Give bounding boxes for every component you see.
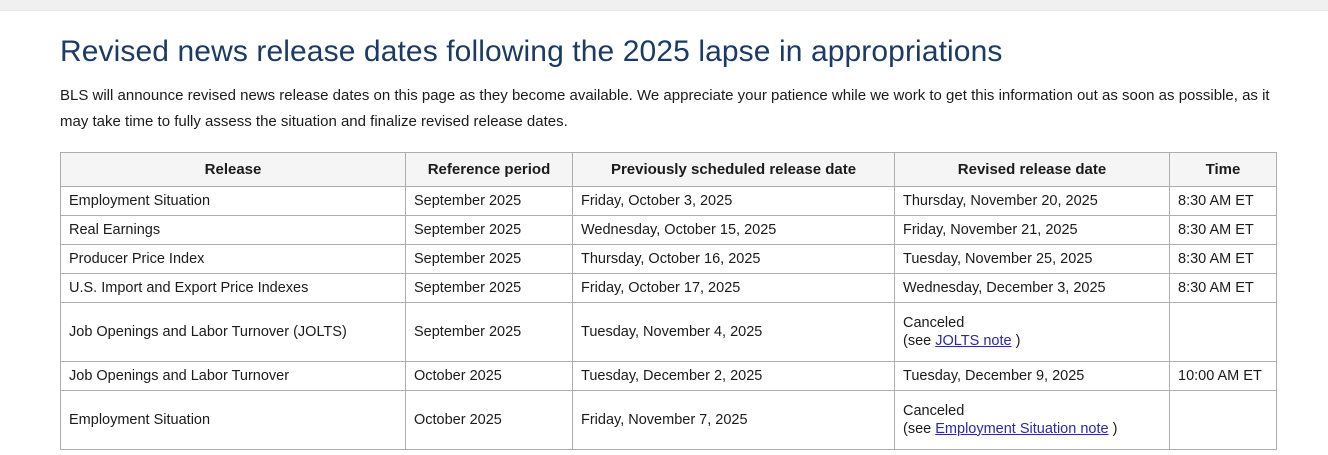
- cell-previous-date: Wednesday, October 15, 2025: [573, 215, 895, 244]
- intro-paragraph: BLS will announce revised news release dates on this page as they become available. We appreciate your patience while we work to get this information out as soon as possible, as it may take time to fully assess the situation and finalize revised release dates.: [60, 87, 1270, 131]
- cell-release: Employment Situation: [61, 186, 406, 215]
- cell-time: [1170, 302, 1277, 361]
- table-row: [61, 186, 1277, 215]
- table-header-row: [61, 152, 1277, 186]
- note-prefix: (see: [903, 332, 936, 349]
- cell-reference-period: September 2025: [406, 186, 573, 215]
- column-header-time: Time: [1170, 152, 1277, 186]
- page-title: Revised news release dates following the 2025 lapse in appropriations: [60, 35, 1003, 68]
- top-browser-strip: [0, 0, 1328, 11]
- column-header-reference-period: Reference period: [406, 152, 573, 186]
- table-row: [61, 302, 1277, 361]
- cell-release: U.S. Import and Export Price Indexes: [61, 273, 406, 302]
- cell-reference-period: September 2025: [406, 302, 573, 361]
- cell-revised-date: [895, 302, 1170, 361]
- cell-release: Employment Situation: [61, 390, 406, 449]
- revised-release-dates-table: [60, 152, 1277, 450]
- cell-previous-date: Tuesday, December 2, 2025: [573, 361, 895, 390]
- table-row: [61, 361, 1277, 390]
- cell-release: Job Openings and Labor Turnover (JOLTS): [61, 302, 406, 361]
- revised-date-note: [903, 333, 1161, 349]
- revised-date-status: Canceled: [903, 314, 965, 331]
- cell-previous-date: Thursday, October 16, 2025: [573, 244, 895, 273]
- jolts-note-link[interactable]: JOLTS note: [935, 332, 1012, 349]
- table-row: [61, 273, 1277, 302]
- revised-date-status: Canceled: [903, 402, 965, 419]
- cell-reference-period: September 2025: [406, 244, 573, 273]
- cell-previous-date: Friday, October 17, 2025: [573, 273, 895, 302]
- cell-revised-date: Thursday, November 20, 2025: [895, 186, 1170, 215]
- cell-time: 8:30 AM ET: [1170, 215, 1277, 244]
- cell-time: 8:30 AM ET: [1170, 244, 1277, 273]
- cell-time: 10:00 AM ET: [1170, 361, 1277, 390]
- cell-release: Real Earnings: [61, 215, 406, 244]
- table-row: [61, 390, 1277, 449]
- column-header-revised-date: Revised release date: [895, 152, 1170, 186]
- cell-reference-period: October 2025: [406, 361, 573, 390]
- table-row: [61, 244, 1277, 273]
- note-suffix: ): [1011, 332, 1021, 349]
- column-header-release: Release: [61, 152, 406, 186]
- cell-previous-date: Tuesday, November 4, 2025: [573, 302, 895, 361]
- cell-revised-date: Wednesday, December 3, 2025: [895, 273, 1170, 302]
- cell-revised-date: Friday, November 21, 2025: [895, 215, 1170, 244]
- cell-revised-date: Tuesday, November 25, 2025: [895, 244, 1170, 273]
- cell-time: 8:30 AM ET: [1170, 273, 1277, 302]
- cell-reference-period: September 2025: [406, 215, 573, 244]
- cell-revised-date: Tuesday, December 9, 2025: [895, 361, 1170, 390]
- page-content: [0, 35, 1328, 450]
- cell-release: Producer Price Index: [61, 244, 406, 273]
- cell-release: Job Openings and Labor Turnover: [61, 361, 406, 390]
- column-header-previous-date: Previously scheduled release date: [573, 152, 895, 186]
- note-prefix: (see: [903, 420, 936, 437]
- cell-previous-date: Friday, October 3, 2025: [573, 186, 895, 215]
- cell-previous-date: Friday, November 7, 2025: [573, 390, 895, 449]
- cell-time: [1170, 390, 1277, 449]
- note-suffix: ): [1108, 420, 1118, 437]
- cell-revised-date: [895, 390, 1170, 449]
- cell-reference-period: September 2025: [406, 273, 573, 302]
- employment-situation-note-link[interactable]: Employment Situation note: [935, 420, 1109, 437]
- cell-time: 8:30 AM ET: [1170, 186, 1277, 215]
- cell-reference-period: October 2025: [406, 390, 573, 449]
- revised-date-note: [903, 421, 1161, 437]
- table-row: [61, 215, 1277, 244]
